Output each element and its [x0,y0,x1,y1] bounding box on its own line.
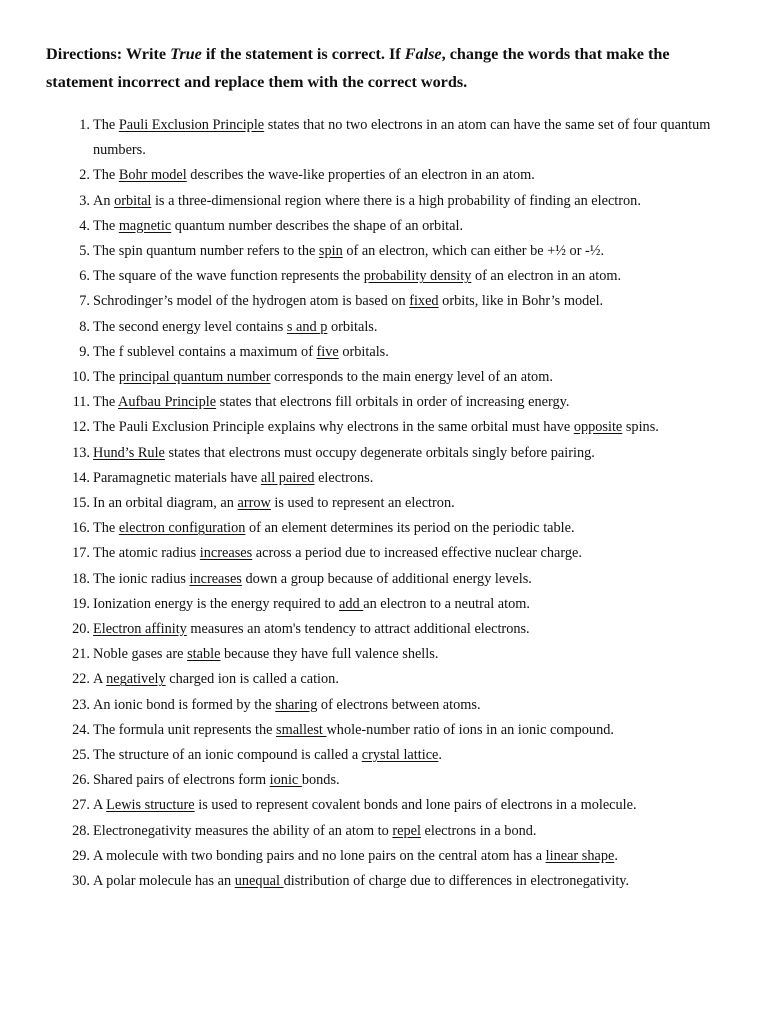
statement-underlined-term: increases [189,570,242,587]
statement-number: 15. [72,495,90,512]
statement-text-after: orbitals. [327,318,378,335]
statement-text-after: orbits, like in Bohr’s model. [438,293,604,310]
statement-underlined-term: Electron affinity [93,621,187,638]
statement-text-after: an electron to a neutral atom. [363,595,530,612]
statement-underlined-term: arrow [237,495,271,512]
statement-item [0,340,768,365]
statement-text-after: is used to represent an electron. [270,495,455,512]
statement-underlined-term: negatively [106,671,166,688]
statement-underlined-term: Pauli Exclusion Principle [118,117,265,133]
statement-item [0,441,768,466]
statement-underlined-term: Hund’s Rule [93,444,165,461]
statement-text-after: electrons. [314,469,374,486]
statement-underlined-term: increases [199,545,253,562]
statement-underlined-term: sharing [275,696,318,713]
statement-text-before: The formula unit represents the [93,721,277,738]
statement-text-before: An ionic bond is formed by the [93,696,276,713]
statement-underlined-term: unequal [234,873,284,890]
statement-item [0,365,768,390]
statement-text-after: of an electron, which can either be +½ or -½. [342,243,605,260]
statement-text-before: Schrodinger’s model of the hydrogen atom is based on [93,293,410,310]
statement-number: 3. [79,192,90,209]
statement-text-after: whole-number ratio of ions in an ionic compound. [326,721,614,738]
statement-item [0,163,768,188]
statement-item [0,793,768,818]
statement-number: 13. [72,444,90,461]
statement-text-after: because they have full valence shells. [220,646,439,663]
statement-text-before: The atomic radius [93,545,200,562]
statement-text-after: electrons in a bond. [420,822,537,839]
statement-item [0,239,768,264]
statement-number: 25. [72,747,90,764]
directions-text-2: if the statement is correct. If [201,45,405,63]
statement-number: 9. [79,343,90,360]
statement-item [0,567,768,592]
statement-text-before: The [93,167,119,184]
statement-underlined-term: repel [392,822,421,839]
statement-number: 30. [72,873,90,890]
statement-text-before: The f sublevel contains a maximum of [93,343,317,360]
statement-number: 10. [72,369,90,386]
statement-text-before: Noble gases are [93,646,188,663]
directions-heading [46,40,736,96]
statement-text-after: describes the wave-like properties of an electron in an atom. [186,167,535,184]
statement-item [0,592,768,617]
directions-true-word: True [170,45,202,63]
statement-underlined-term: probability density [363,268,472,285]
statement-number: 18. [72,570,90,587]
statement-underlined-term: linear shape [545,847,615,864]
statement-underlined-term: Aufbau Principle [118,394,217,411]
statement-item [0,743,768,768]
statement-text-after: orbitals. [338,343,389,360]
statement-item [0,189,768,214]
statement-text-before: The spin quantum number refers to the [93,243,319,260]
statement-item [0,718,768,743]
statement-underlined-term: stable [187,646,221,663]
statement-underlined-term: fixed [409,293,439,310]
statement-text-before: The [93,394,119,411]
statement-text-before: The [93,117,119,133]
statement-item [0,541,768,566]
statement-underlined-term: all paired [260,469,315,486]
statement-text-before: The second energy level contains [93,318,287,335]
statement-item [0,693,768,718]
statement-number: 28. [72,822,90,839]
statement-number: 6. [79,268,90,285]
statement-underlined-term: crystal lattice [361,747,439,764]
statement-item [0,214,768,239]
statement-text-after: down a group because of additional energy levels. [241,570,532,587]
statement-underlined-term: spin [318,243,343,260]
statement-text-after: distribution of charge due to differences in electronegativity. [283,873,630,890]
directions-text-3: , change the words that make the statement incorrect and replace them with the correct words. [46,45,670,91]
statement-text-before: In an orbital diagram, an [93,495,238,512]
statement-underlined-term: magnetic [118,217,172,234]
statement-underlined-term: add [339,595,364,612]
statement-text-after: quantum number describes the shape of an orbital. [171,217,464,234]
statement-number: 14. [72,469,90,486]
statement-text-after: . [614,847,618,864]
statement-text-after: . [438,747,442,764]
statement-text-before: The Pauli Exclusion Principle explains why electrons in the same orbital must have [93,419,574,436]
statement-number: 16. [72,520,90,537]
statement-number: 19. [72,595,90,612]
statement-text-before: Ionization energy is the energy required to [93,595,340,612]
statement-number: 2. [79,167,90,184]
statement-text-after: corresponds to the main energy level of an atom. [270,369,553,386]
statement-number: 17. [72,545,90,562]
statement-number: 12. [72,419,90,436]
statement-item [0,113,768,163]
statement-number: 4. [79,217,90,234]
statement-item [0,768,768,793]
statement-item [0,819,768,844]
statement-item [0,466,768,491]
statement-underlined-term: s and p [286,318,328,335]
statement-text-before: Shared pairs of electrons form [93,772,270,789]
statement-number: 8. [79,318,90,335]
statement-text-before: The [93,217,119,234]
statement-item [0,289,768,314]
statement-text-after: of electrons between atoms. [317,696,481,713]
statement-underlined-term: electron configuration [118,520,246,537]
statement-item [0,390,768,415]
statement-text-after: is used to represent covalent bonds and lone pairs of electrons in a molecule. [194,797,637,814]
statement-underlined-term: smallest [276,721,327,738]
statement-item [0,617,768,642]
statement-text-after: states that no two electrons in an atom can have the same set of four quantum numbers. [93,117,714,159]
statement-item [0,415,768,440]
statement-text-before: A molecule with two bonding pairs and no lone pairs on the central atom has a [93,847,546,864]
statement-number: 5. [79,243,90,260]
statement-number: 27. [72,797,90,814]
statement-underlined-term: orbital [114,192,152,209]
statement-text-before: An [93,192,115,209]
statement-item [0,869,768,894]
statement-number: 20. [72,621,90,638]
statement-number: 23. [72,696,90,713]
statement-item [0,667,768,692]
statement-underlined-term: opposite [573,419,623,436]
statement-text-after: is a three-dimensional region where there is a high probability of finding an electron. [151,192,641,209]
statement-text-before: A [93,671,107,688]
statement-underlined-term: principal quantum number [118,369,271,386]
statement-number: 22. [72,671,90,688]
statement-item [0,642,768,667]
statement-underlined-term: Lewis structure [106,797,195,814]
statement-number: 21. [72,646,90,663]
directions-false-word: False [404,45,442,63]
statement-text-after: states that electrons must occupy degenerate orbitals singly before pairing. [164,444,595,461]
directions-text-1: Directions: Write [46,45,171,63]
statement-text-before: Paramagnetic materials have [93,469,261,486]
statement-text-after: measures an atom's tendency to attract additional electrons. [186,621,530,638]
statement-number: 29. [72,847,90,864]
statement-number: 1. [79,117,90,133]
statement-underlined-term: ionic [269,772,302,789]
statement-underlined-term: Bohr model [118,167,187,184]
statement-item [0,315,768,340]
statement-text-after: of an electron in an atom. [471,268,622,285]
statement-text-before: Electronegativity measures the ability of an atom to [93,822,393,839]
statement-text-before: A [93,797,107,814]
statement-text-after: states that electrons fill orbitals in order of increasing energy. [216,394,570,411]
statement-text-after: across a period due to increased effective nuclear charge. [252,545,582,562]
statement-text-after: bonds. [301,772,340,789]
statement-number: 7. [79,293,90,310]
statement-item [0,844,768,869]
statement-item [0,491,768,516]
statement-text-before: The square of the wave function represents the [93,268,364,285]
statement-number: 24. [72,721,90,738]
statement-text-before: The structure of an ionic compound is called a [93,747,362,764]
statement-item [0,264,768,289]
statement-text-after: spins. [622,419,659,436]
statement-text-after: charged ion is called a cation. [165,671,339,688]
statement-number: 11. [72,394,90,411]
statement-text-after: of an element determines its period on the periodic table. [245,520,575,537]
statement-underlined-term: five [316,343,339,360]
statement-text-before: The [93,520,119,537]
statement-item [0,516,768,541]
statement-number: 26. [72,772,90,789]
statement-text-before: A polar molecule has an [93,873,235,890]
statement-list [0,113,768,894]
statement-text-before: The [93,369,119,386]
statement-text-before: The ionic radius [93,570,190,587]
